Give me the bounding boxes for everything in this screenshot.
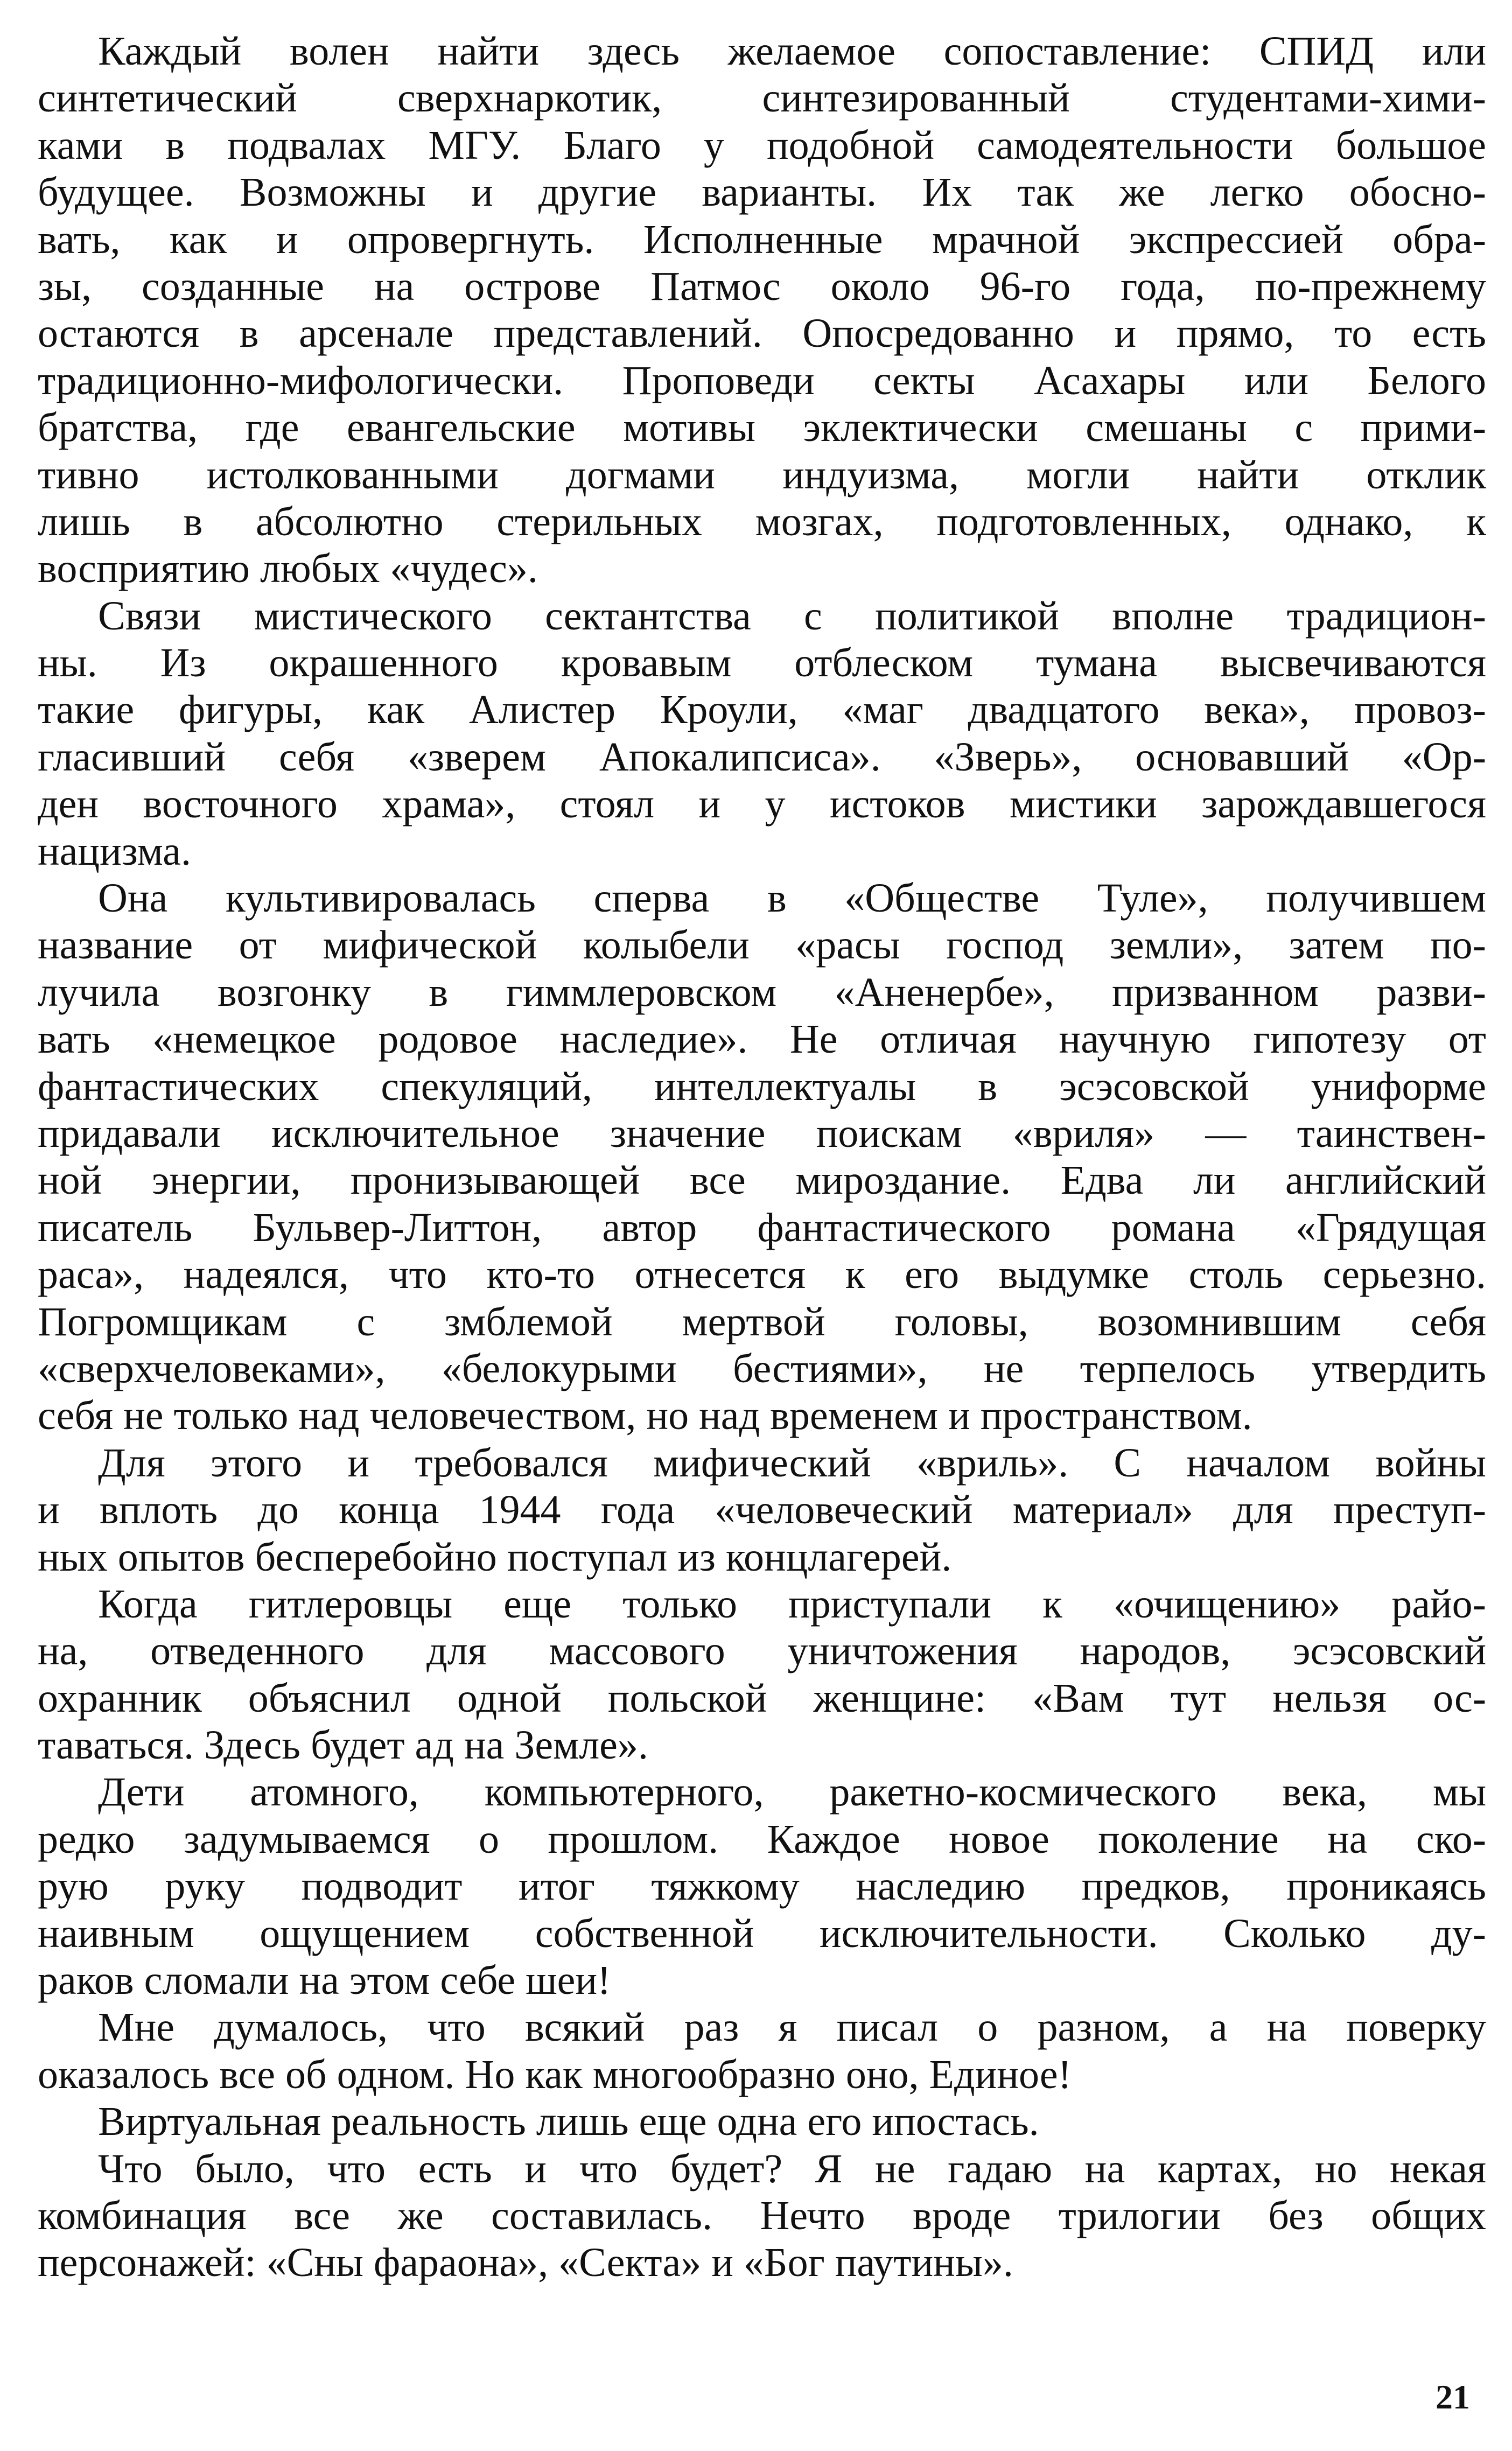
text-line: нацизма. <box>38 828 191 874</box>
text-line: персонажей: «Сны фараона», «Секта» и «Бог паутины». <box>38 2240 1013 2286</box>
text-line: синтетический сверхнаркотик, синтезированный студентами-хими- <box>38 75 1486 121</box>
text-line: «сверхчеловеками», «белокурыми бестиями», не терпелось утвердить <box>38 1346 1486 1391</box>
paragraph <box>38 875 1486 1440</box>
text-line: братства, где евангельские мотивы эклектически смешаны с прими- <box>38 405 1486 451</box>
text-line: ных опытов бесперебойно поступал из концлагерей. <box>38 1534 952 1580</box>
text-line: лишь в абсолютно стерильных мозгах, подготовленных, однако, к <box>38 499 1486 544</box>
text-line: на, отведенного для массового уничтожения народов, эсэсовский <box>38 1628 1486 1674</box>
text-line: Каждый волен найти здесь желаемое сопоставление: СПИД или <box>98 29 1486 74</box>
text-line: тивно истолкованными догмами индуизма, могли найти отклик <box>38 452 1486 498</box>
text-line: ками в подвалах МГУ. Благо у подобной самодеятельности большое <box>38 122 1486 168</box>
text-line: редко задумываемся о прошлом. Каждое новое поколение на ско- <box>38 1816 1486 1862</box>
page-number: 21 <box>1436 2378 1470 2416</box>
text-line: Для этого и требовался мифический «вриль». С началом войны <box>98 1440 1486 1486</box>
text-line: Виртуальная реальность лишь еще одна его ипостась. <box>98 2099 1039 2145</box>
text-line: зы, созданные на острове Патмос около 96-го года, по-прежнему <box>38 263 1486 309</box>
text-line: таваться. Здесь будет ад на Земле». <box>38 1722 648 1768</box>
text-line: Связи мистического сектантства с политикой вполне традицион- <box>98 593 1486 639</box>
text-line: Когда гитлеровцы еще только приступали к «очищению» райо- <box>98 1581 1486 1627</box>
text-line: восприятию любых «чудес». <box>38 546 538 592</box>
text-line: вать «немецкое родовое наследие». Не отличая научную гипотезу от <box>38 1017 1486 1062</box>
text-line: Погромщикам с змблемой мертвой головы, возомнившим себя <box>38 1299 1486 1344</box>
text-line: наивным ощущением собственной исключительности. Сколько ду- <box>38 1910 1486 1956</box>
paragraph <box>38 2004 1486 2098</box>
paragraph <box>38 1440 1486 1581</box>
text-line: себя не только над человечеством, но над временем и пространством. <box>38 1393 1252 1439</box>
text-line: лучила возгонку в гиммлеровском «Аненербе», призванном разви- <box>38 969 1486 1015</box>
text-line: гласивший себя «зверем Апокалипсиса». «Зверь», основавший «Ор- <box>38 734 1486 780</box>
text-line: ны. Из окрашенного кровавым отблеском тумана высвечиваются <box>38 640 1486 686</box>
text-line: будущее. Возможны и другие варианты. Их так же легко обосно- <box>38 170 1486 215</box>
text-line: название от мифической колыбели «расы господ земли», затем по- <box>38 922 1486 968</box>
text-line: традиционно-мифологически. Проповеди секты Асахары или Белого <box>38 358 1486 403</box>
text-line: вать, как и опровергнуть. Исполненные мрачной экспрессией обра- <box>38 216 1486 262</box>
text-line: писатель Бульвер-Литтон, автор фантастического романа «Грядущая <box>38 1205 1486 1250</box>
paragraph <box>38 1581 1486 1769</box>
paragraph <box>38 593 1486 875</box>
paragraph <box>38 2098 1486 2145</box>
text-line: оказалось все об одном. Но как многообразно оно, Единое! <box>38 2051 1072 2097</box>
text-line: ной энергии, пронизывающей все мироздание. Едва ли английский <box>38 1158 1486 1203</box>
text-line: и вплоть до конца 1944 года «человеческий материал» для преступ- <box>38 1487 1486 1533</box>
text-line: рую руку подводит итог тяжкому наследию предков, проникаясь <box>38 1864 1486 1909</box>
body-text <box>38 28 1486 2287</box>
paragraph <box>38 1769 1486 2004</box>
text-line: охранник объяснил одной польской женщине: «Вам тут нельзя ос- <box>38 1675 1486 1721</box>
text-line: Она культивировалась сперва в «Обществе Туле», получившем <box>98 876 1486 921</box>
text-line: Мне думалось, что всякий раз я писал о разном, а на поверку <box>98 2005 1486 2050</box>
text-line: фантастических спекуляций, интеллектуалы в эсэсовской униформе <box>38 1063 1486 1109</box>
text-line: раков сломали на этом себе шеи! <box>38 1958 611 2004</box>
paragraph <box>38 28 1486 593</box>
text-line: остаются в арсенале представлений. Опосредованно и прямо, то есть <box>38 311 1486 356</box>
text-line: ден восточного храма», стоял и у истоков мистики зарождавшегося <box>38 781 1486 827</box>
text-line: раса», надеялся, что кто-то отнесется к его выдумке столь серьезно. <box>38 1252 1486 1298</box>
text-line: Дети атомного, компьютерного, ракетно-космического века, мы <box>98 1769 1486 1815</box>
text-line: придавали исключительное значение поискам «вриля» — таинствен- <box>38 1110 1486 1156</box>
paragraph <box>38 2146 1486 2287</box>
text-line: Что было, что есть и что будет? Я не гадаю на картах, но некая <box>98 2146 1486 2191</box>
text-line: такие фигуры, как Алистер Кроули, «маг двадцатого века», провоз- <box>38 687 1486 733</box>
text-line: комбинация все же составилась. Нечто вроде трилогии без общих <box>38 2193 1486 2238</box>
